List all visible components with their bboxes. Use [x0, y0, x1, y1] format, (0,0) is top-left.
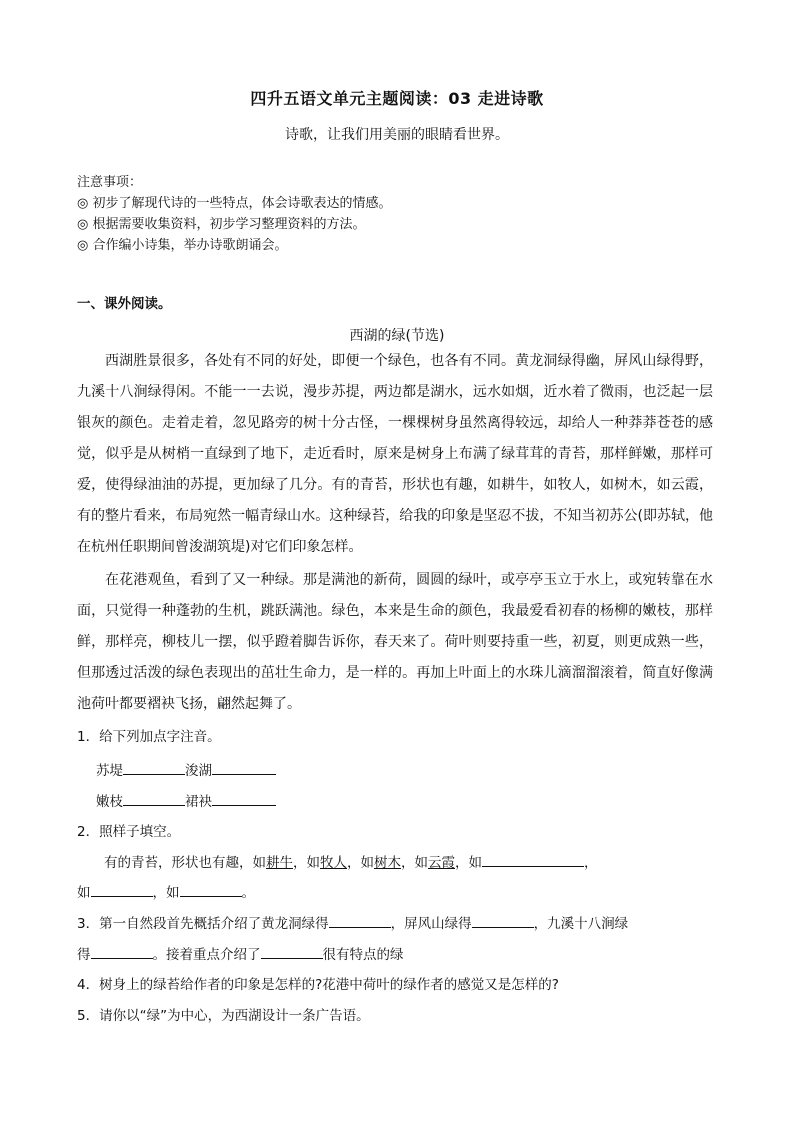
question-2: 2．照样子填空。: [77, 824, 181, 840]
question-3-line-1: [77, 913, 717, 934]
question-5: 5．请你以“绿”为中心，为西湖设计一条广告语。: [77, 1008, 370, 1024]
q2-text: ，如: [293, 855, 320, 871]
question-2-line-2: [77, 882, 717, 903]
question-1-row-1: [96, 760, 736, 781]
notes-item: ◎ 初步了解现代诗的一些特点，体会诗歌表达的情感。: [77, 196, 392, 211]
q3-text: 。接着重点介绍了: [152, 947, 261, 963]
notes-heading: 注意事项：: [77, 175, 143, 190]
section-heading: 一、课外阅读。: [77, 296, 172, 312]
document-title: 四升五语文单元主题阅读：03 走进诗歌: [250, 89, 544, 108]
question-2-line-1: [104, 852, 744, 873]
q2-text: ，如: [401, 855, 428, 871]
q3-text: 很有特点的绿: [322, 947, 404, 963]
q2-text: 。: [241, 885, 255, 901]
q2-text: ，如: [455, 855, 482, 871]
answer-blank[interactable]: [212, 760, 276, 775]
answer-blank[interactable]: [472, 913, 534, 928]
answer-blank[interactable]: [329, 913, 391, 928]
answer-blank[interactable]: [261, 944, 323, 959]
notes-item: ◎ 根据需要收集资料，初步学习整理资料的方法。: [77, 217, 366, 232]
document-subtitle: 诗歌，让我们用美丽的眼睛看世界。: [285, 127, 509, 143]
answer-blank[interactable]: [212, 791, 276, 806]
q1-word: 浚湖: [185, 763, 212, 779]
answer-blank[interactable]: [91, 944, 153, 959]
q3-text: ，九溪十八涧绿: [533, 916, 629, 932]
q3-text: 得: [77, 947, 91, 963]
q2-example: 云霞: [428, 855, 455, 871]
q1-word: 苏堤: [96, 763, 123, 779]
question-3-line-2: [77, 944, 717, 965]
q2-example: 耕牛: [266, 855, 293, 871]
q2-text: ，: [584, 855, 598, 871]
q2-example: 牧人: [320, 855, 347, 871]
article-paragraph-2: 在花港观鱼，看到了又一种绿。那是满池的新荷，圆圆的绿叶，或亭亭玉立于水上，或宛转靠在水面，只觉得一种蓬勃的生机，跳跃满池。绿色，本来是生命的颜色，我最爱看初春的杨柳的嫩枝，那样鲜，那样亮，柳枝儿一摆，似乎蹬着脚告诉你，春天来了。荷叶则要持重一些，初夏，则更成熟一些，但那透过活泼的绿色表现出的茁壮生命力，是一样的。再加上叶面上的水珠儿滴溜溜滚着，简直好像满池荷叶都要褶袂飞扬，翩然起舞了。: [77, 572, 713, 712]
question-1: 1．给下列加点字注音。: [77, 729, 221, 745]
answer-blank[interactable]: [91, 882, 153, 897]
question-1-row-2: [96, 791, 736, 812]
notes-item: ◎ 合作编小诗集，举办诗歌朗诵会。: [77, 238, 288, 253]
answer-blank[interactable]: [123, 760, 185, 775]
article-paragraph-1: 西湖胜景很多，各处有不同的好处，即便一个绿色，也各有不同。黄龙洞绿得幽，屏风山绿得野，九溪十八涧绿得闲。不能一一去说，漫步苏提，两边都是湖水，远水如烟，近水着了微雨，也泛起一层银灰的颜色。走着走着，忽见路旁的树十分古怪，一棵棵树身虽然离得较远，却给人一种莽莽苍苍的感觉，似乎是从树梢一直绿到了地下，走近看时，原来是树身上布满了绿茸茸的青苔，那样鲜嫩，那样可爱，使得绿油油的苏提，更加绿了几分。有的青苔，形状也有趣，如耕牛，如牧人，如树木，如云霞，有的整片看来，布局宛然一幅青绿山水。这种绿苔，给我的印象是坚忍不拔，不知当初苏公(即苏轼，他在杭州任职期间曾浚湖筑堤)对它们印象怎样。: [77, 353, 713, 555]
answer-blank[interactable]: [180, 882, 242, 897]
answer-blank[interactable]: [123, 791, 185, 806]
question-4: 4．树身上的绿苔给作者的印象是怎样的?花港中荷叶的绿作者的感觉又是怎样的?: [77, 977, 559, 993]
notes-block: [77, 172, 391, 256]
q2-example: 树木: [374, 855, 401, 871]
article-title: 西湖的绿(节选): [349, 328, 445, 344]
q2-text: ，如: [152, 885, 180, 901]
q3-text: ，屏风山绿得: [390, 916, 472, 932]
q1-word: 嫩枝: [96, 794, 123, 810]
q2-text: 有的青苔，形状也有趣，如: [104, 855, 266, 871]
q2-text: ，如: [347, 855, 374, 871]
answer-blank[interactable]: [482, 852, 584, 867]
q3-text: 3．第一自然段首先概括介绍了黄龙洞绿得: [77, 916, 329, 932]
q2-text: 如: [77, 885, 91, 901]
q1-word: 裙袂: [185, 794, 212, 810]
